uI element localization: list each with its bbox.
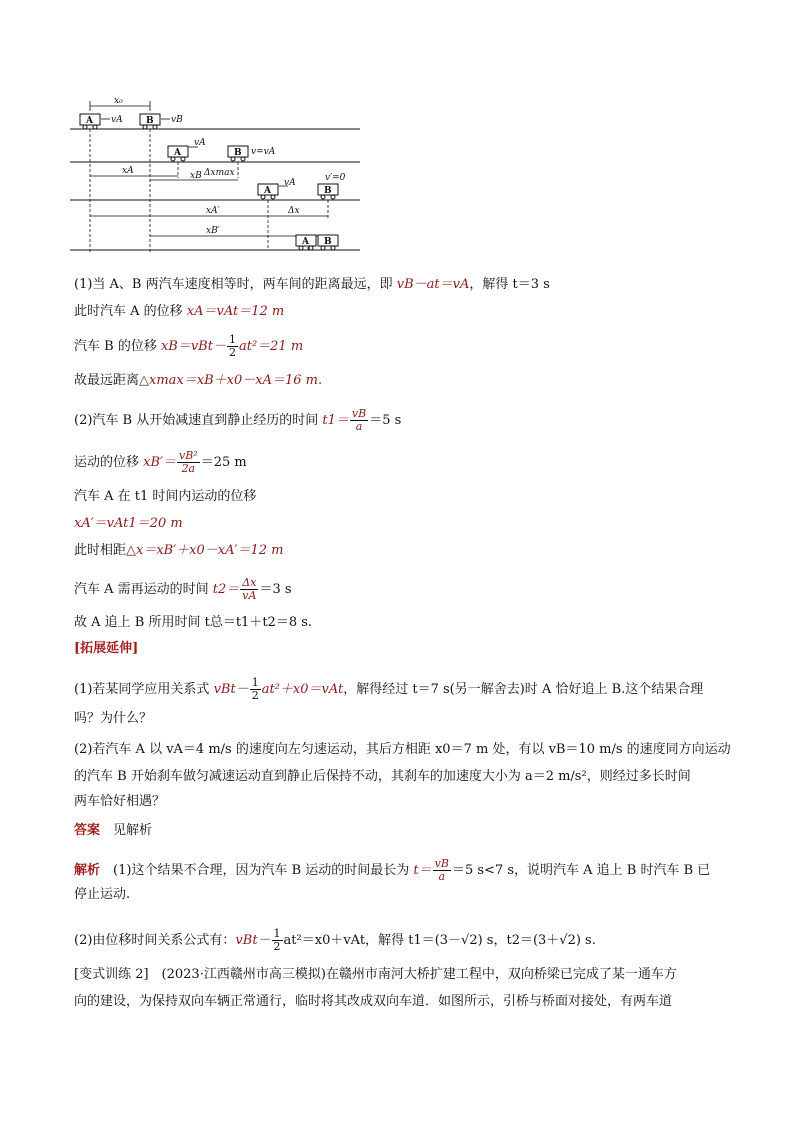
- answer-label: 答案: [74, 823, 101, 838]
- car-b-row1: [140, 114, 160, 129]
- svg-text:B: B: [234, 148, 242, 158]
- car-a-row2: [168, 146, 188, 161]
- analysis-line-3: (2)由位移时间关系公式有：vBt－ $\frac{1}{2}$ at²＝x0＋vAt，解得 t1＝(3－√2) s，t2＝(3＋√2) s.: [74, 927, 596, 953]
- solution-line-8: xA′＝vAt1＝20 m: [74, 516, 183, 531]
- label-va-row1: vA: [111, 115, 123, 125]
- label-xa: xA: [122, 166, 134, 176]
- solution-line-2: 此时汽车 A 的位移 xA＝vAt＝12 m: [74, 304, 285, 319]
- solution-line-3: 汽车 B 的位移 xB＝vBt－ $\frac{1}{2}$ at²＝21 m: [74, 333, 304, 359]
- solution-line-11: 故 A 追上 B 所用时间 t总＝t1＋t2＝8 s.: [74, 615, 313, 630]
- analysis-line-1: 解析 (1)这个结果不合理，因为汽车 B 运动的时间最长为 t＝ $\frac{vB}{a}$ ＝5 s<7 s，说明汽车 A 追上 B 时汽车 B 已: [74, 857, 711, 883]
- svg-text:A: A: [302, 237, 309, 247]
- label-v-eq: v=vA: [251, 147, 276, 157]
- car-a-row4: [296, 235, 316, 250]
- analysis-label: 解析: [74, 863, 101, 878]
- answer-line: 答案 见解析: [74, 823, 153, 838]
- svg-text:B: B: [146, 116, 154, 126]
- svg-text:B: B: [324, 237, 332, 247]
- solution-line-4: 故最远距离△xmax＝xB＋x0－xA＝16 m.: [74, 373, 323, 388]
- car-a-row1: [80, 114, 100, 129]
- svg-text:A: A: [174, 148, 181, 158]
- label-xb: xB: [190, 171, 202, 181]
- label-x0: x₀: [114, 96, 123, 106]
- extension-q2-line1: (2)若汽车 A 以 vA＝4 m/s 的速度向左匀速运动，其后方相距 x0＝7 m 处，有以 vB＝10 m/s 的速度同方向运动: [74, 742, 731, 757]
- extension-q1-line2: 吗？为什么？: [74, 711, 153, 726]
- solution-line-5: (2)汽车 B 从开始减速直到静止经历的时间 t1＝ $\frac{vB}{a}$ ＝5 s: [74, 407, 402, 433]
- car-a-row3: [258, 184, 278, 199]
- extension-q2-line3: 两车恰好相遇？: [74, 794, 166, 809]
- label-dxmax: Δxmax: [204, 168, 235, 178]
- car-b-row2: [228, 146, 248, 161]
- svg-text:A: A: [264, 186, 271, 196]
- solution-line-9: 此时相距△x＝xB′＋x0－xA′＝12 m: [74, 543, 284, 558]
- fraction-half: $\frac{1}{2}$: [228, 333, 236, 359]
- label-vb-row1: vB: [171, 115, 183, 125]
- analysis-line-2: 停止运动.: [74, 887, 131, 902]
- car-b-row3: [318, 184, 338, 199]
- extension-q2-line2: 的汽车 B 开始刹车做匀减速运动直到静止后保持不动，其刹车的加速度大小为 a＝2 m/s²，则经过多长时间: [74, 769, 691, 784]
- variant-line-1: [变式训练 2] (2023·江西赣州市高三模拟)在赣州市南河大桥扩建工程中，双向桥梁已完成了某一通车方: [74, 967, 677, 982]
- label-xb-prime: xB′: [206, 226, 220, 236]
- svg-text:A: A: [86, 116, 93, 126]
- solution-line-6: 运动的位移 xB′＝ $\frac{\text{vB²}}{2a}$ ＝25 m: [74, 449, 247, 475]
- car-b-row4: [318, 235, 338, 250]
- extension-q1-line1: (1)若某同学应用关系式 vBt－ $\frac{1}{2}$ at²＋x0＝vAt，解得经过 t＝7 s(另一解舍去)时 A 恰好追上 B.这个结果合理: [74, 676, 704, 702]
- label-v-zero: v′=0: [325, 173, 346, 183]
- extension-heading: [拓展延伸]: [74, 641, 139, 656]
- label-va-row3: vA: [284, 178, 296, 188]
- motion-diagram: [70, 92, 370, 264]
- label-xa-prime: xA′: [206, 206, 220, 216]
- solution-line-10: 汽车 A 需再运动的时间 t2＝ $\frac{\Delta x}{vA}$ ＝3 s: [74, 576, 292, 602]
- solution-line-1: (1)当 A、B 两汽车速度相等时，两车间的距离最远，即 vB－at＝vA，解得 t＝3 s: [74, 277, 550, 292]
- variant-line-2: 向的建设，为保持双向车辆正常通行，临时将其改成双向车道．如图所示，引桥与桥面对接处，有两车道: [74, 994, 673, 1009]
- label-dx: Δx: [288, 206, 300, 216]
- solution-line-7: 汽车 A 在 t1 时间内运动的位移: [74, 489, 257, 504]
- label-va-row2: vA: [194, 138, 206, 148]
- svg-text:B: B: [324, 186, 332, 196]
